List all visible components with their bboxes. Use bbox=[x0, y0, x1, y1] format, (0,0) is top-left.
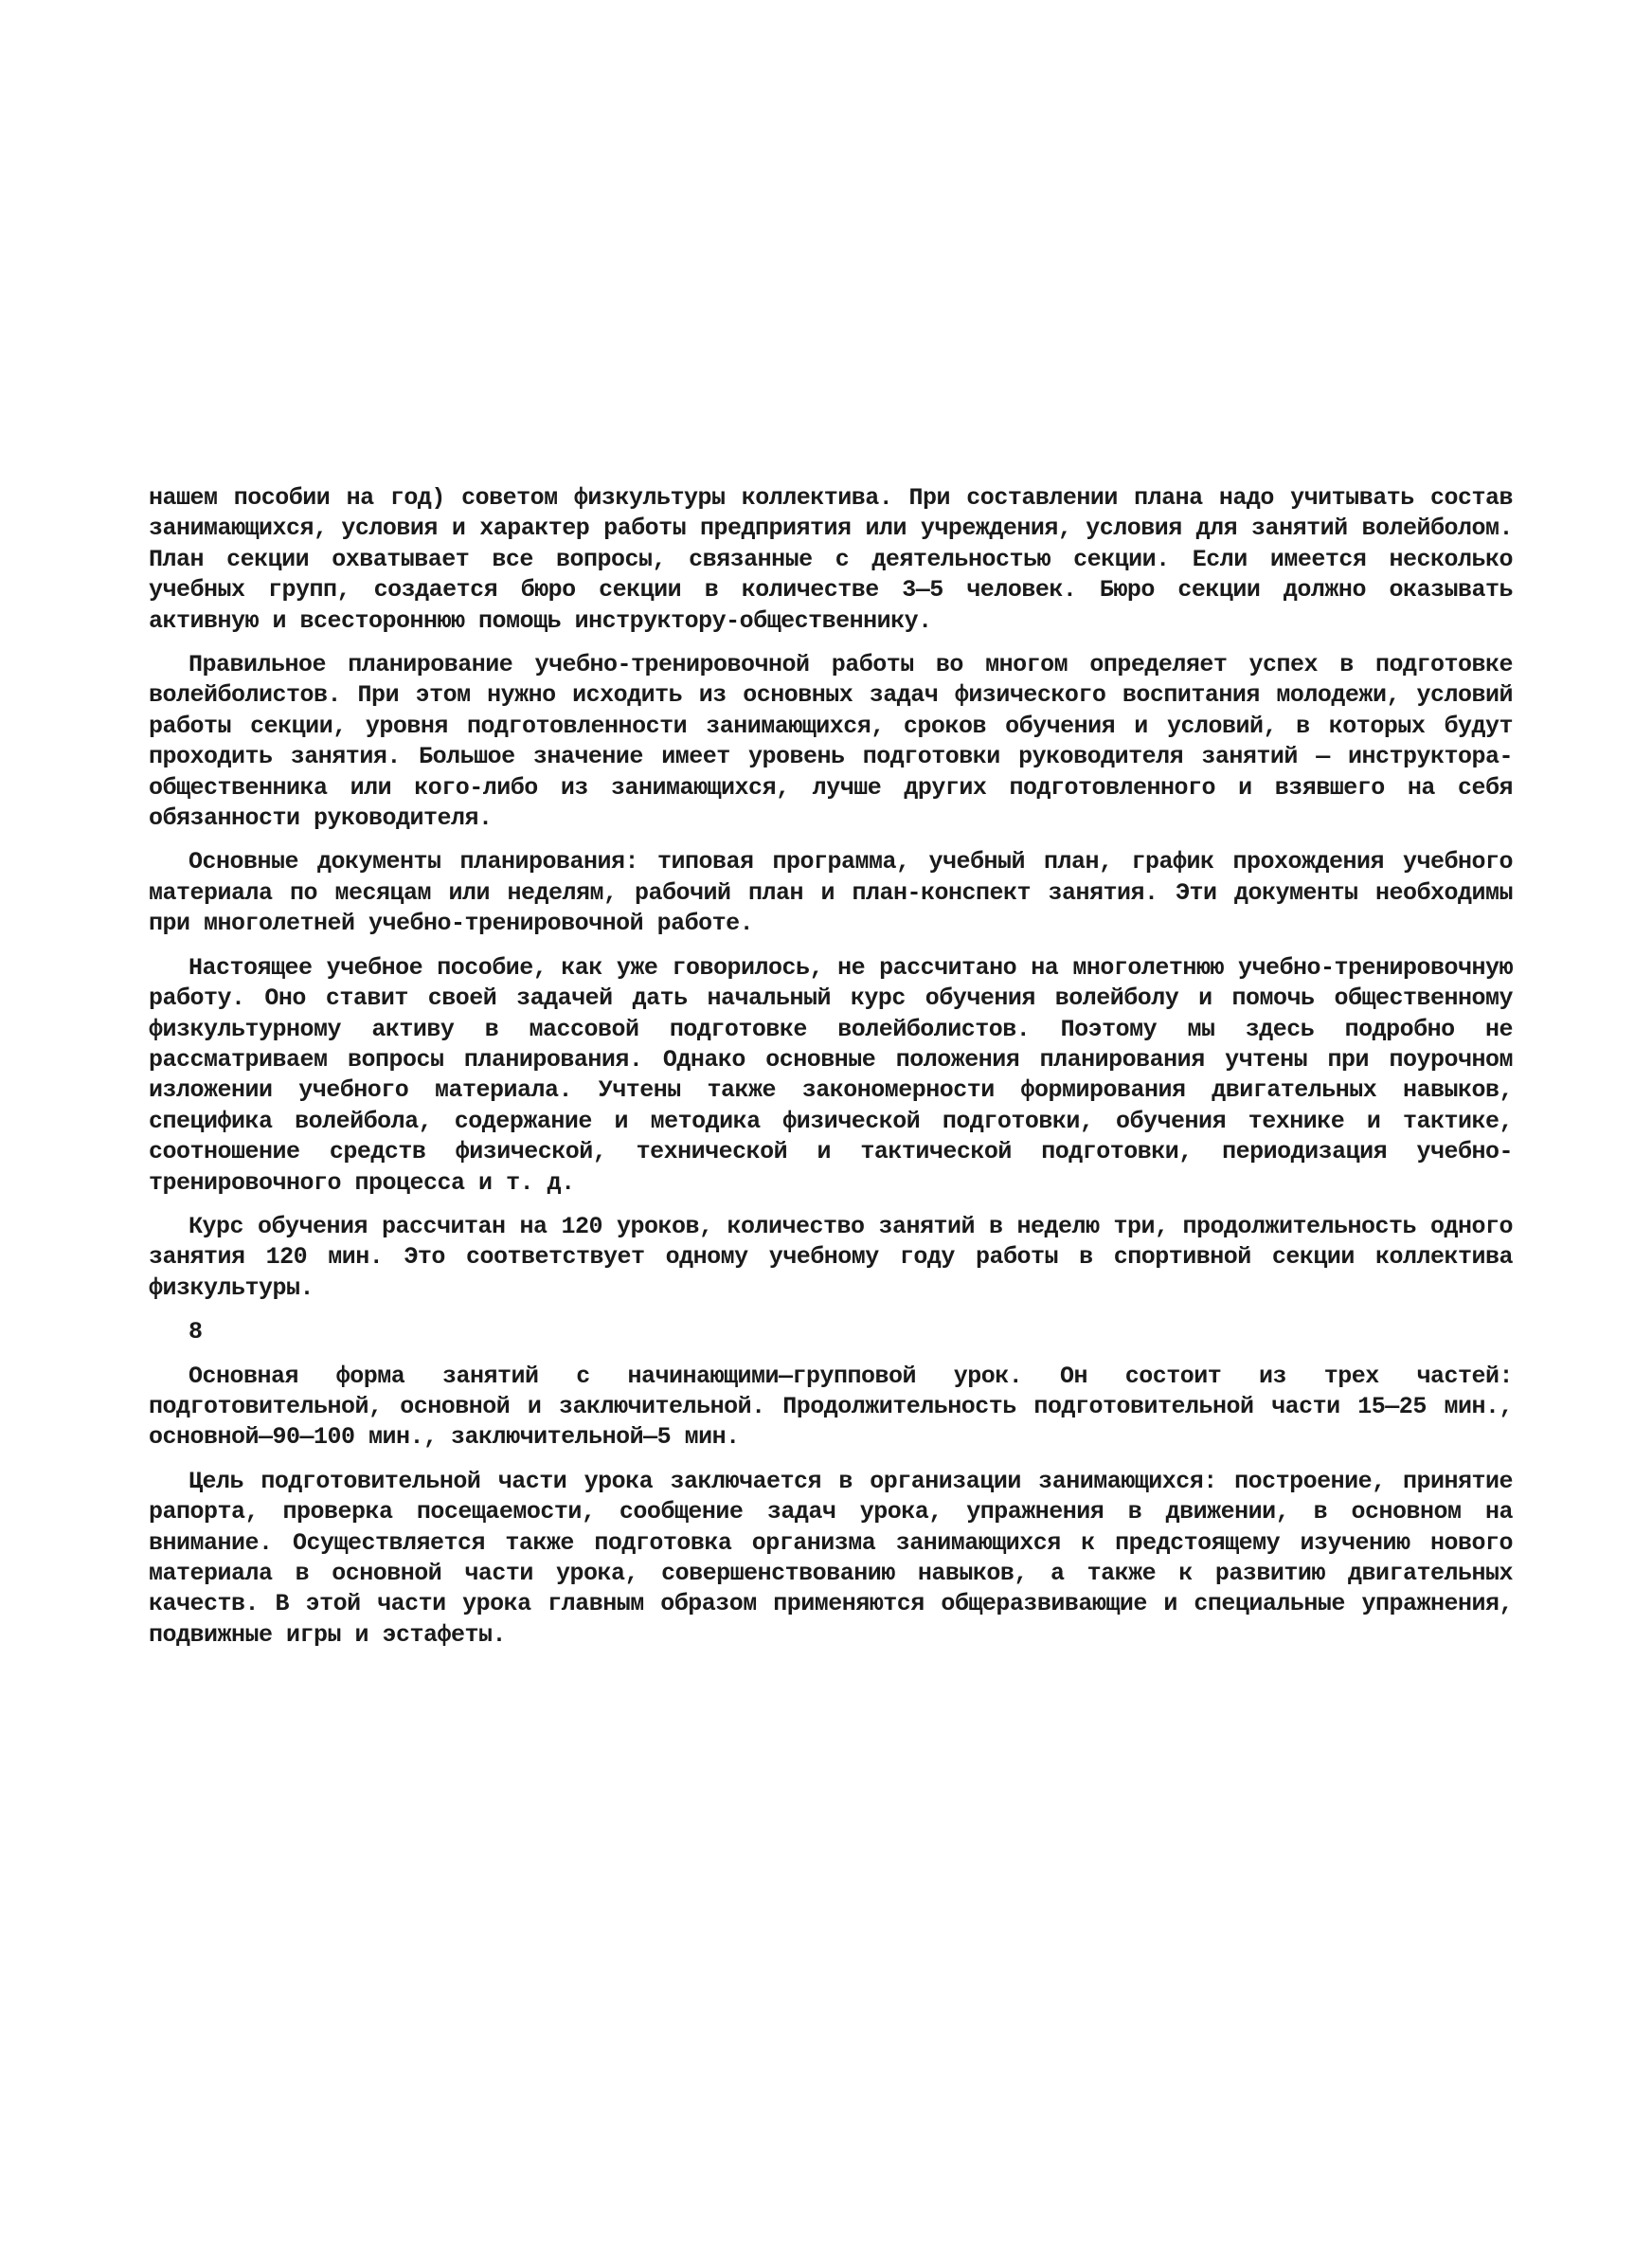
paragraph-6: Основная форма занятий с начинающими—групповой урок. Он состоит из трех частей: подготовительной, основной и заключительной. Продолжительность подготовительной части 15—25 мин., основной—90—100 мин., заключительной—5 мин. bbox=[149, 1362, 1513, 1452]
page-number: 8 bbox=[189, 1318, 203, 1346]
paragraph-7: Цель подготовительной части урока заключается в организации занимающихся: построение, принятие рапорта, проверка посещаемости, сообщение задач урока, упражнения в движении, в основном на внимание. Осуществляется также подготовка организма занимающихся к предстоящему изучению нового материала в основной части урока, совершенствованию навыков, а также к развитию двигательных качеств. В этой части урока главным образом применяются общеразвивающие и специальные упражнения, подвижные игры и эстафеты. bbox=[149, 1467, 1513, 1649]
paragraph-5: Курс обучения рассчитан на 120 уроков, количество занятий в неделю три, продолжительность одного занятия 120 мин. Это соответствует одному учебному году работы в спортивной секции коллектива физкультуры. bbox=[149, 1212, 1513, 1302]
paragraph-2: Правильное планирование учебно-тренировочной работы во многом определяет успех в подготовке волейболистов. При этом нужно исходить из основных задач физического воспитания молодежи, условий работы секции, уровня подготовленности занимающихся, сроков обучения и условий, в которых будут проходить занятия. Большое значение имеет уровень подготовки руководителя занятий — инструктора-общественника или кого-либо из занимающихся, лучше других подготовленного и взявшего на себя обязанности руководителя. bbox=[149, 651, 1513, 833]
document-page bbox=[149, 483, 1513, 1664]
paragraph-4: Настоящее учебное пособие, как уже говорилось, не рассчитано на многолетнюю учебно-тренировочную работу. Оно ставит своей задачей дать начальный курс обучения волейболу и помочь общественному физкультурному активу в массовой подготовке волейболистов. Поэтому мы здесь подробно не рассматриваем вопросы планирования. Однако основные положения планирования учтены при поурочном изложении учебного материала. Учтены также закономерности формирования двигательных навыков, специфика волейбола, содержание и методика физической подготовки, обучения технике и тактике, соотношение средств физической, технической и тактической подготовки, периодизация учебно-тренировочного процесса и т. д. bbox=[149, 953, 1513, 1197]
paragraph-1: нашем пособии на год) советом физкультуры коллектива. При составлении плана надо учитывать состав занимающихся, условия и характер работы предприятия или учреждения, условия для занятий волейболом. План секции охватывает все вопросы, связанные с деятельностью секции. Если имеется несколько учебных групп, создается бюро секции в количестве 3—5 человек. Бюро секции должно оказывать активную и всестороннюю помощь инструктору-общественнику. bbox=[149, 484, 1513, 635]
paragraph-3: Основные документы планирования: типовая программа, учебный план, график прохождения учебного материала по месяцам или неделям, рабочий план и план-конспект занятия. Эти документы необходимы при многолетней учебно-тренировочной работе. bbox=[149, 848, 1513, 938]
